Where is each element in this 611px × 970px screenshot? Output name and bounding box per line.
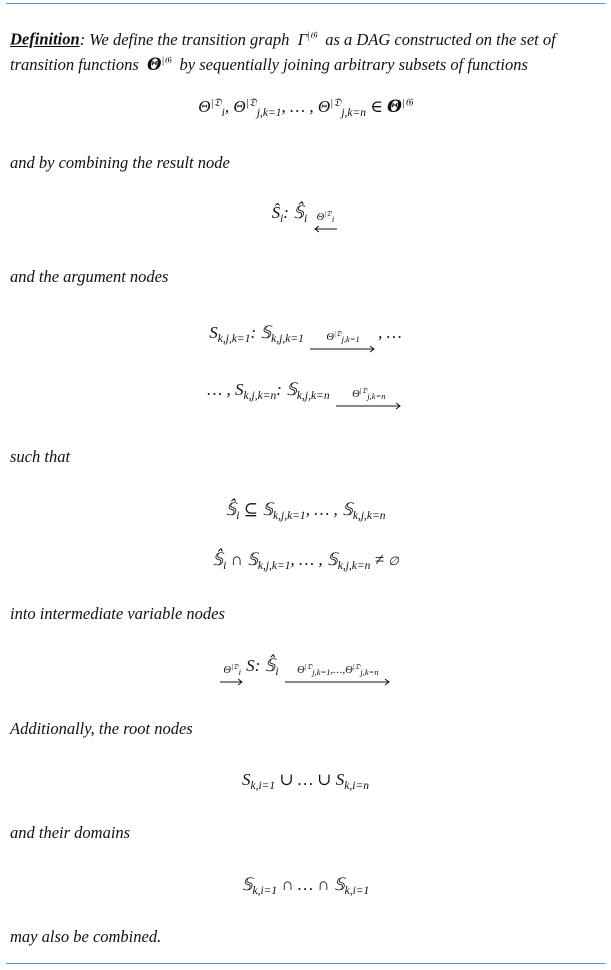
top-rule [6,3,605,4]
equation-intermediate-node: $\Theta^{|𝔇}_i$ S: $𝕊̂_i$ $\Theta^{|𝔇}_{j,k=1},\dots,\Theta^{|𝔇}_{j,k=n}$ [0,656,611,686]
text-argument-nodes: and the argument nodes [10,267,169,286]
equation-root-union: $S_{k,i=1}$ ∪ … ∪ $S_{k,i=n}$ [242,770,369,792]
definition-label: Definition [10,29,80,49]
text-domains: and their domains [10,823,131,842]
equation-function-subset: $\Theta^{|𝔇}_i$, $\Theta^{|𝔇}_{j,k=1}$, … , $\Theta^{|𝔇}_{j,k=n}$ ∈ 𝜣$^{|𝔊}$ [198,97,413,119]
equation-result-node: $Ŝ_i$: $𝕊̂_i$ $\Theta^{|𝔇}_i$ [0,203,611,233]
equation-domain-intersection: 𝕊$_{k,i=1}$ ∩ … ∩ 𝕊$_{k,i=1}$ [241,875,370,897]
definition-paragraph [10,25,595,76]
text-root-nodes: Additionally, the root nodes [10,719,193,738]
equation-argument-last: … , $S_{k,j,k=n}$: 𝕊$_{k,j,k=n}$ $\Theta^{|𝔇}_{j,k=n}$ [0,380,611,410]
text-intermediate: into intermediate variable nodes [10,604,225,623]
text-such-that: such that [10,447,71,466]
bottom-rule [6,963,605,964]
left-arrow-with-label: $\Theta^{|𝔇}_i$ [313,210,337,233]
text-result-node: and by combining the result node [10,153,230,172]
right-arrow-with-label: $\Theta^{|𝔇}_{j,k=n}$ [336,387,402,410]
equation-argument-first: $S_{k,j,k=1}$: 𝕊$_{k,j,k=1}$ $\Theta^{|𝔇}_{j,k=1}$ , … [0,323,611,353]
text-combined: may also be combined. [10,927,162,946]
right-arrow-with-label: $\Theta^{|𝔇}_{j,k=1}$ [310,330,376,353]
equation-subset: $𝕊̂_i$ ⊆ 𝕊$_{k,j,k=1}$, … , 𝕊$_{k,j,k=n}$ [225,500,386,522]
right-arrow-with-label: $\Theta^{|𝔇}_i$ [220,663,244,686]
right-arrow-with-label: $\Theta^{|𝔇}_{j,k=1},\dots,\Theta^{|𝔇}_{j,k=n}$ [285,663,391,686]
equation-intersection: $𝕊̂_i$ ∩ 𝕊$_{k,j,k=1}$, … , 𝕊$_{k,j,k=n}$ ≠ ∅ [212,550,399,572]
definition-intro: : We define the transition graph $\Gamma^{|𝔊}$ as a DAG constructed on the set of transition functions 𝜣$^{|𝔊}$ by sequentially joining arbitrary subsets of functions [10,29,556,74]
